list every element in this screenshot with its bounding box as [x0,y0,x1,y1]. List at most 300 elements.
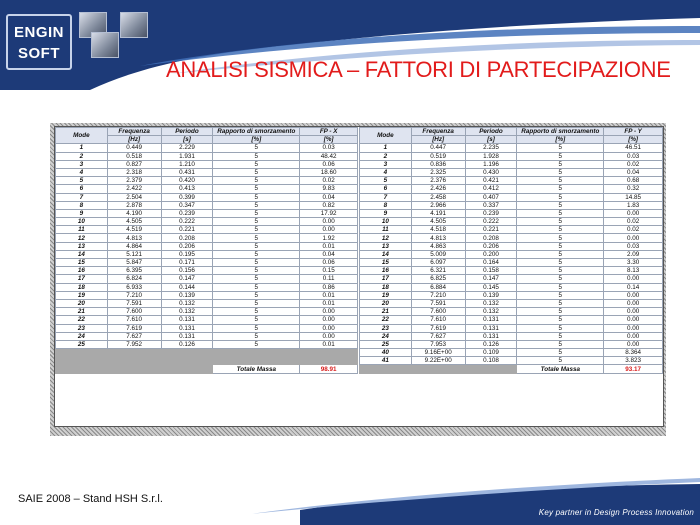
table-cell: 10 [360,218,412,226]
table-cell: 2.318 [107,168,161,176]
table-cell: 0.00 [300,226,358,234]
table-cell: 6.097 [411,259,465,267]
table-cell: 5 [213,332,300,340]
table-cell: 7.600 [411,308,465,316]
table-row [360,250,663,258]
table-cell: 22 [56,316,108,324]
table-fp-x [55,127,358,374]
table-cell: 5 [517,226,604,234]
table-row [360,357,663,365]
table-cell: 0.518 [107,152,161,160]
table-cell: 4.505 [107,218,161,226]
table-row [56,267,358,275]
table-row [56,291,358,299]
table-row [360,316,663,324]
table-cell: 5 [213,242,300,250]
table-row [56,234,358,242]
table-cell: 0.399 [161,193,213,201]
table-cell: 0.00 [300,218,358,226]
table-row [360,291,663,299]
table-cell: 0.131 [465,316,517,324]
table-cell: 0.131 [161,324,213,332]
table-cell: 4.191 [411,209,465,217]
table-row [56,308,358,316]
table-cell: 0.171 [161,259,213,267]
table-cell: 0.206 [465,242,517,250]
table-cell: 0.00 [300,308,358,316]
enginsoft-logo [6,14,72,70]
table-cell: 0.01 [300,291,358,299]
table-row [56,332,358,340]
table-row [56,185,358,193]
table-cell: 5 [517,168,604,176]
table-row [56,152,358,160]
table-cell: 3 [56,160,108,168]
table-cell: 5 [517,185,604,193]
table-cell: 5 [517,160,604,168]
table-cell: 5 [517,340,604,348]
table-row [360,168,663,176]
table-cell: 5 [213,299,300,307]
column-header-mode: Mode [56,128,108,144]
table-cell: 0.03 [604,242,663,250]
table-cell: 17 [56,275,108,283]
table-row [360,299,663,307]
table-cell: 19 [56,291,108,299]
table-cell: 0.420 [161,177,213,185]
table-cell: 0.00 [604,324,663,332]
total-value: 93.17 [604,365,663,373]
table-cell: 5 [517,275,604,283]
table-cell: 0.01 [300,299,358,307]
table-cell: 0.208 [465,234,517,242]
table-cell: 0.139 [161,291,213,299]
table-cell: 6.933 [107,283,161,291]
column-unit: [s] [161,136,213,144]
table-cell: 5 [213,185,300,193]
table-cell: 0.00 [604,308,663,316]
column-unit: [%] [604,136,663,144]
table-cell: 2.422 [107,185,161,193]
table-cell: 0.158 [465,267,517,275]
column-header-mode: Mode [360,128,412,144]
footer-text: SAIE 2008 – Stand HSH S.r.l. [18,493,163,505]
table-row [56,275,358,283]
table-row [56,193,358,201]
table-row [360,267,663,275]
table-cell: 0.222 [161,218,213,226]
table-row [56,283,358,291]
table-cell: 5 [517,291,604,299]
column-unit: [s] [465,136,517,144]
table-row [56,168,358,176]
table-row [56,242,358,250]
table-cell: 6.824 [107,275,161,283]
table-cell: 6 [360,185,412,193]
footer-tagline: Key partner in Design Process Innovation [538,508,694,517]
table-cell: 9 [56,209,108,217]
table-cell: 5 [517,144,604,152]
table-cell: 15 [360,259,412,267]
table-cell: 14.85 [604,193,663,201]
table-cell: 0.131 [465,324,517,332]
table-cell: 3 [360,160,412,168]
column-header: Rapporto di smorzamento [213,128,300,136]
table-cell: 0.221 [161,226,213,234]
table-cell: 8.13 [604,267,663,275]
table-cell: 0.01 [300,340,358,348]
table-cell: 14 [56,250,108,258]
table-cell: 5 [517,234,604,242]
table-cell: 1.210 [161,160,213,168]
table-cell: 0.131 [465,332,517,340]
table-cell: 0.00 [604,332,663,340]
table-cell: 5 [213,160,300,168]
table-cell: 2.504 [107,193,161,201]
table-cell: 4.190 [107,209,161,217]
table-cell: 4.505 [411,218,465,226]
table-cell: 4.813 [411,234,465,242]
table-row [56,316,358,324]
table-cell: 11 [360,226,412,234]
table-cell: 5 [213,177,300,185]
table-cell: 0.222 [465,218,517,226]
table-cell: 2.235 [465,144,517,152]
table-cell: 5 [213,226,300,234]
table-cell: 21 [56,308,108,316]
table-cell: 0.00 [604,299,663,307]
table-row [360,218,663,226]
header-thumbnail-2 [120,12,148,38]
table-cell: 5 [517,250,604,258]
table-cell: 0.15 [300,267,358,275]
table-cell: 5 [517,193,604,201]
table-cell: 41 [360,357,412,365]
table-cell: 0.02 [604,160,663,168]
table-cell: 0.431 [161,168,213,176]
table-cell: 0.447 [411,144,465,152]
table-cell: 0.132 [161,308,213,316]
table-cell: 0.413 [161,185,213,193]
table-cell: 0.221 [465,226,517,234]
table-cell: 1.931 [161,152,213,160]
table-cell: 7.591 [411,299,465,307]
table-cell: 46.51 [604,144,663,152]
table-row [56,177,358,185]
table-row [360,234,663,242]
table-cell: 5 [517,283,604,291]
table-cell: 5 [213,283,300,291]
table-row [360,152,663,160]
table-cell: 2 [360,152,412,160]
table-cell: 0.82 [300,201,358,209]
table-cell: 0.00 [604,316,663,324]
table-row [360,193,663,201]
table-cell: 7.591 [107,299,161,307]
participation-table [54,126,664,427]
table-cell: 0.200 [465,250,517,258]
table-row [56,324,358,332]
table-cell: 2.325 [411,168,465,176]
table-cell: 9 [360,209,412,217]
table-cell: 0.00 [604,209,663,217]
table-cell: 3.823 [604,357,663,365]
table-cell: 23 [360,324,412,332]
table-cell: 5 [213,250,300,258]
table-cell: 0.132 [465,299,517,307]
table-cell: 0.206 [161,242,213,250]
table-cell: 2.09 [604,250,663,258]
header-row [56,128,358,136]
table-cell: 4.813 [107,234,161,242]
column-header: Frequenza [411,128,465,136]
table-row [360,185,663,193]
header-thumbnail-3 [91,32,119,58]
column-unit: [%] [517,136,604,144]
table-cell: 4.518 [411,226,465,234]
table-cell: 5 [213,234,300,242]
table-cell: 5 [213,193,300,201]
table-cell: 0.02 [300,177,358,185]
page-title: ANALISI SISMICA – FATTORI DI PARTECIPAZIONE [166,57,671,82]
table-cell: 0.347 [161,201,213,209]
table-cell: 15 [56,259,108,267]
table-cell: 5 [517,152,604,160]
table-cell: 0.00 [604,291,663,299]
table-cell: 20 [360,299,412,307]
table-cell: 5.121 [107,250,161,258]
table-cell: 0.421 [465,177,517,185]
table-cell: 11 [56,226,108,234]
table-cell: 18.60 [300,168,358,176]
table-cell: 4 [360,168,412,176]
column-header: Frequenza [107,128,161,136]
table-cell: 8 [360,201,412,209]
table-row [360,283,663,291]
table-cell: 3.30 [604,259,663,267]
table-cell: 0.03 [300,144,358,152]
table-cell: 0.14 [604,283,663,291]
table-cell: 0.836 [411,160,465,168]
table-row [360,201,663,209]
table-cell: 0.239 [161,209,213,217]
table-cell: 0.06 [300,259,358,267]
table-cell: 5 [213,201,300,209]
table-cell: 5 [517,299,604,307]
table-cell: 20 [56,299,108,307]
table-cell: 5 [517,218,604,226]
table-row [360,308,663,316]
table-cell: 5 [517,267,604,275]
table-cell: 18 [360,283,412,291]
table-cell: 0.00 [300,332,358,340]
logo-line-1: ENGIN [13,24,64,41]
column-unit: [Hz] [411,136,465,144]
table-cell: 0.02 [604,226,663,234]
table-cell: 5 [517,324,604,332]
filler-row [56,357,358,365]
table-cell: 0.03 [604,152,663,160]
table-cell: 9.16E+00 [411,349,465,357]
table-cell: 25 [360,340,412,348]
table-cell: 5 [213,259,300,267]
table-row [360,332,663,340]
table-cell: 6.884 [411,283,465,291]
table-cell: 23 [56,324,108,332]
table-cell: 2.878 [107,201,161,209]
table-cell: 0.06 [300,160,358,168]
column-header: FP - X [300,128,358,136]
table-cell: 4.519 [107,226,161,234]
table-cell: 7.619 [107,324,161,332]
table-cell: 4.863 [411,242,465,250]
table-cell: 5 [213,152,300,160]
table-cell: 16 [360,267,412,275]
table-cell: 1.83 [604,201,663,209]
table-cell: 5 [213,275,300,283]
table-cell: 24 [56,332,108,340]
header-row [360,128,663,136]
table-cell: 17 [360,275,412,283]
table-cell: 18 [56,283,108,291]
table-cell: 5 [517,201,604,209]
table-cell: 5 [517,357,604,365]
column-header: Periodo [161,128,213,136]
table-cell: 5 [213,144,300,152]
table-cell: 6.825 [411,275,465,283]
column-header: FP - Y [604,128,663,136]
table-cell: 7.952 [107,340,161,348]
table-cell: 40 [360,349,412,357]
table-cell: 25 [56,340,108,348]
table-cell: 0.147 [465,275,517,283]
table-row [360,242,663,250]
table-cell: 0.337 [465,201,517,209]
table-cell: 0.132 [161,299,213,307]
table-cell: 0.68 [604,177,663,185]
table-row [56,226,358,234]
table-cell: 5 [213,168,300,176]
column-unit: [%] [213,136,300,144]
table-cell: 5 [517,332,604,340]
table-cell: 13 [56,242,108,250]
table-cell: 4 [56,168,108,176]
total-label: Totale Massa [517,365,604,373]
table-row [56,201,358,209]
table-row [56,299,358,307]
table-cell: 0.04 [300,193,358,201]
table-cell: 2.229 [161,144,213,152]
table-row [56,218,358,226]
table-cell: 5 [56,177,108,185]
table-cell: 7.610 [411,316,465,324]
table-cell: 1.196 [465,160,517,168]
table-row [56,259,358,267]
table-cell: 5 [213,218,300,226]
table-row [56,340,358,348]
table-cell: 0.156 [161,267,213,275]
table-cell: 6.395 [107,267,161,275]
table-cell: 0.239 [465,209,517,217]
table-cell: 2 [56,152,108,160]
table-cell: 5 [213,324,300,332]
table-cell: 1 [360,144,412,152]
table-cell: 7.619 [411,324,465,332]
table-cell: 21 [360,308,412,316]
table-cell: 0.01 [300,242,358,250]
column-header: Periodo [465,128,517,136]
table-cell: 5 [517,349,604,357]
table-cell: 2.379 [107,177,161,185]
table-cell: 0.827 [107,160,161,168]
table-cell: 0.00 [300,324,358,332]
table-row [360,349,663,357]
table-cell: 0.11 [300,275,358,283]
table-row [360,275,663,283]
table-cell: 5 [213,316,300,324]
table-cell: 5 [360,177,412,185]
table-cell: 0.00 [604,340,663,348]
total-row [56,365,358,373]
table-cell: 9.83 [300,185,358,193]
table-cell: 9.22E+00 [411,357,465,365]
table-cell: 7 [360,193,412,201]
table-cell: 0.519 [411,152,465,160]
table-cell: 0.164 [465,259,517,267]
table-cell: 0.147 [161,275,213,283]
table-cell: 5 [517,316,604,324]
table-cell: 5.009 [411,250,465,258]
table-cell: 0.126 [161,340,213,348]
filler-row [56,349,358,357]
table-cell: 5 [213,291,300,299]
table-cell: 0.144 [161,283,213,291]
table-cell: 0.145 [465,283,517,291]
table-cell: 7.600 [107,308,161,316]
table-cell: 0.139 [465,291,517,299]
table-cell: 5 [213,209,300,217]
table-row [360,160,663,168]
table-row [56,160,358,168]
table-cell: 7.627 [411,332,465,340]
table-cell: 0.412 [465,185,517,193]
total-row [360,365,663,373]
table-cell: 0.131 [161,332,213,340]
table-cell: 1.92 [300,234,358,242]
table-row [56,250,358,258]
table-cell: 12 [56,234,108,242]
column-header: Rapporto di smorzamento [517,128,604,136]
table-cell: 1 [56,144,108,152]
table-cell: 2.966 [411,201,465,209]
table-cell: 2.376 [411,177,465,185]
table-cell: 48.42 [300,152,358,160]
table-cell: 24 [360,332,412,340]
table-cell: 1.928 [465,152,517,160]
table-row [360,259,663,267]
table-cell: 5 [517,242,604,250]
table-cell: 7.953 [411,340,465,348]
table-cell: 2.458 [411,193,465,201]
column-unit: [Hz] [107,136,161,144]
table-cell: 0.86 [300,283,358,291]
table-cell: 6.321 [411,267,465,275]
table-cell: 4.864 [107,242,161,250]
table-cell: 22 [360,316,412,324]
total-label: Totale Massa [213,365,300,373]
total-spacer [360,365,517,373]
table-cell: 0.108 [465,357,517,365]
